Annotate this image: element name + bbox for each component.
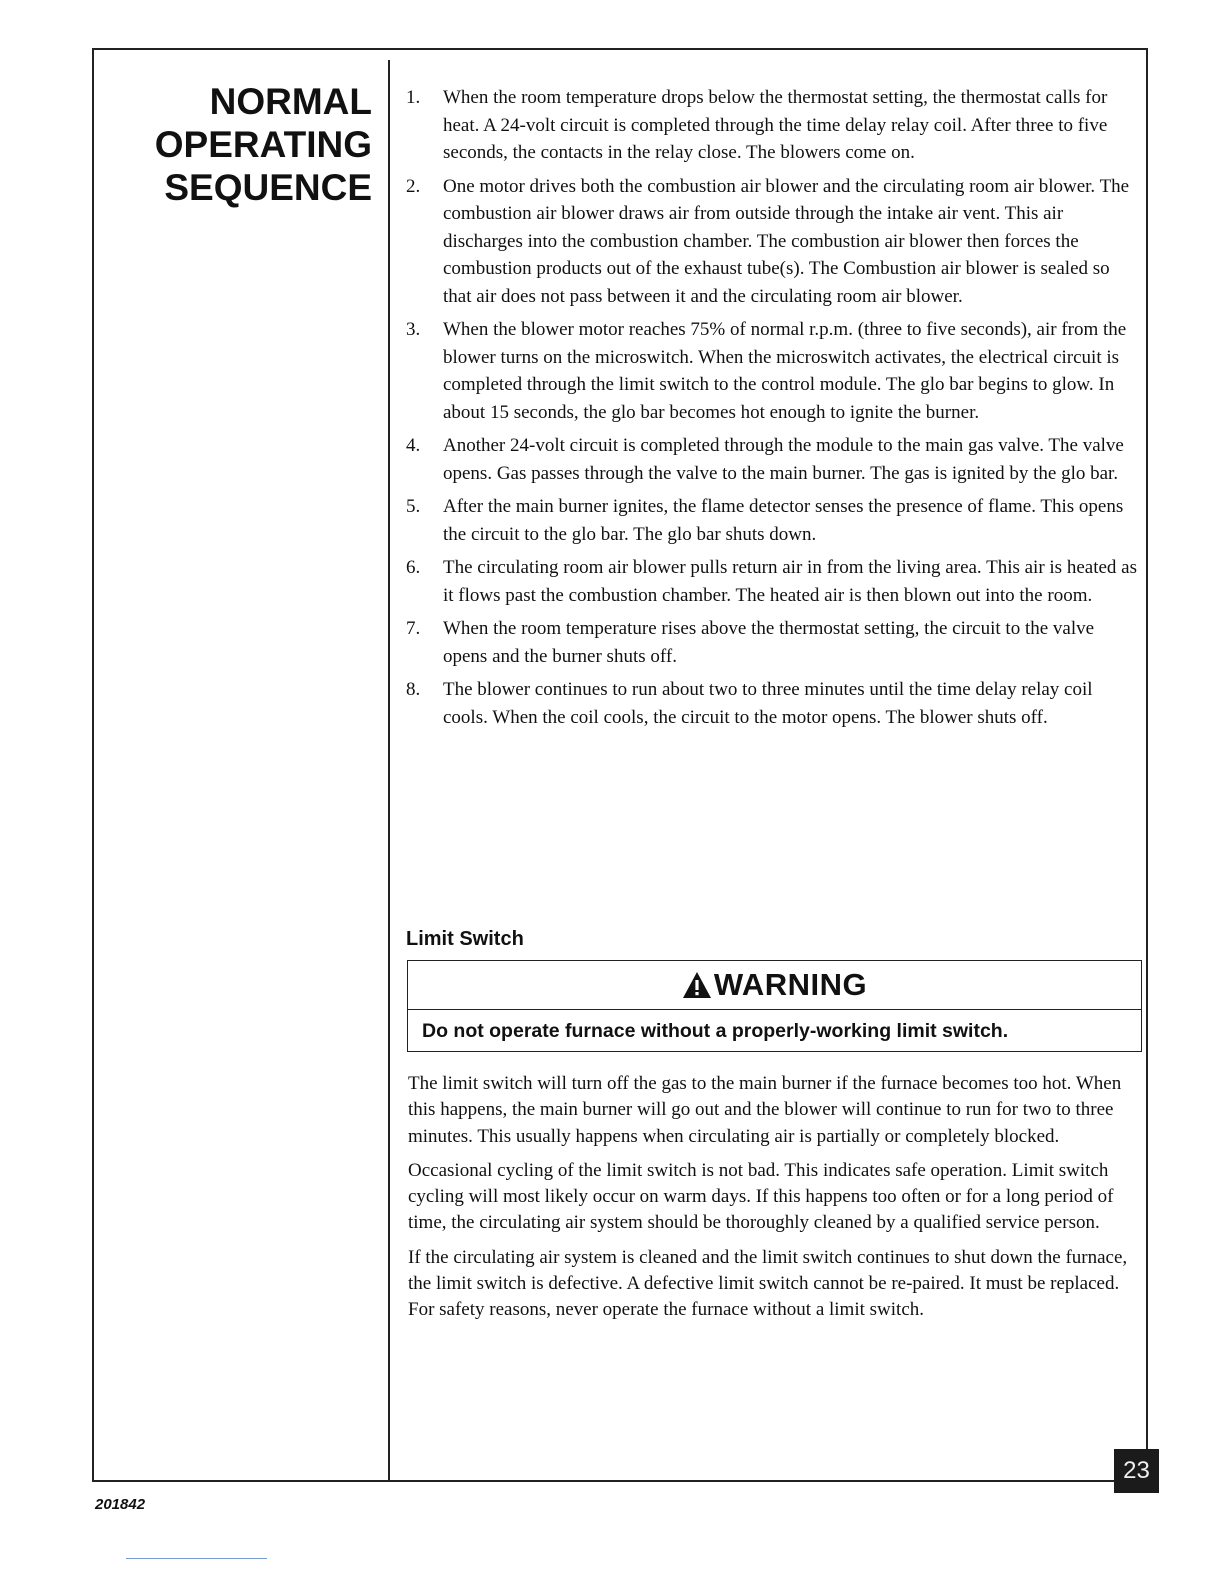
step-number: 1. [406, 87, 421, 108]
limit-switch-body [408, 1071, 1144, 1332]
bottom-rule [126, 1558, 267, 1559]
step-text: Another 24-volt circuit is completed through the module to the main gas valve. The valve opens. Gas passes through the valve to the main burner. The gas is ignited by the glo bar. [443, 435, 1124, 484]
step-text: The circulating room air blower pulls return air in from the living area. This air is heated as it flows past the combustion chamber. The heated air is then blown out into the room. [443, 557, 1137, 606]
step-number: 3. [406, 319, 421, 340]
step-text: When the room temperature drops below the thermostat setting, the thermostat calls for heat. A 24-volt circuit is completed through the time delay relay coil. After three to five seconds, the contacts in the relay close. The blowers come on. [443, 87, 1108, 163]
page-number: 23 [1114, 1449, 1159, 1493]
step-number: 5. [406, 496, 421, 517]
warning-label: WARNING [713, 967, 868, 1002]
step-number: 7. [406, 618, 421, 639]
section-title-line: SEQUENCE [164, 167, 372, 208]
paragraph: If the circulating air system is cleaned and the limit switch continues to shut down the furnace, the limit switch is defective. A defective limit switch cannot be re-paired. It must be replaced. For safety reasons, never operate the furnace without a limit switch. [408, 1246, 1128, 1321]
list-item [406, 432, 1142, 487]
step-text: When the room temperature rises above the thermostat setting, the circuit to the valve opens and the burner shuts off. [443, 618, 1095, 667]
list-item [406, 173, 1142, 311]
list-item [406, 554, 1142, 609]
section-title-line: OPERATING [154, 124, 372, 165]
warning-triangle-icon [682, 971, 712, 999]
step-number: 2. [406, 175, 421, 197]
list-item [406, 84, 1142, 167]
warning-box [407, 960, 1142, 1052]
paragraph: Occasional cycling of the limit switch is not bad. This indicates safe operation. Limit switch cycling will most likely occur on warm days. If this happens too often or for a long period of time, the circulating air system should be thoroughly cleaned by a qualified service person. [408, 1159, 1114, 1234]
list-item [406, 493, 1142, 548]
step-number: 4. [406, 435, 421, 456]
limit-switch-heading: Limit Switch [406, 928, 524, 950]
step-number: 8. [406, 679, 421, 700]
list-item [406, 615, 1142, 670]
section-title [110, 80, 372, 209]
warning-header [408, 961, 1141, 1010]
step-text: The blower continues to run about two to three minutes until the time delay relay coil cools. When the coil cools, the circuit to the motor opens. The blower shuts off. [443, 679, 1093, 728]
section-title-line: NORMAL [209, 81, 372, 122]
list-item [406, 316, 1142, 426]
operating-steps-list [406, 84, 1142, 737]
list-item [406, 676, 1142, 731]
paragraph: The limit switch will turn off the gas to the main burner if the furnace becomes too hot. When this happens, the main burner will go out and the blower will continue to run for two to three minutes. This usually happens when circulating air is partially or completely blocked. [408, 1073, 1122, 1147]
document-code: 201842 [95, 1496, 146, 1513]
step-text: One motor drives both the combustion air blower and the circulating room air blower. The combustion air blower draws air from outside through the intake air vent. This air discharges into the combustion chamber. The combustion air blower then forces the combustion products out of the exhaust tube(s). The Combustion air blower is sealed so that air does not pass between it and the circulating room air blower. [443, 175, 1130, 307]
warning-text: Do not operate furnace without a properly-working limit switch. [422, 1020, 1009, 1042]
step-number: 6. [406, 557, 421, 578]
step-text: After the main burner ignites, the flame detector senses the presence of flame. This opens the circuit to the glo bar. The glo bar shuts down. [443, 496, 1124, 545]
step-text: When the blower motor reaches 75% of normal r.p.m. (three to five seconds), air from the blower turns on the microswitch. When the microswitch activates, the electrical circuit is completed through the limit switch to the control module. The glo bar begins to glow. In about 15 seconds, the glo bar becomes hot enough to ignite the burner. [443, 319, 1127, 423]
column-divider [388, 60, 390, 1480]
